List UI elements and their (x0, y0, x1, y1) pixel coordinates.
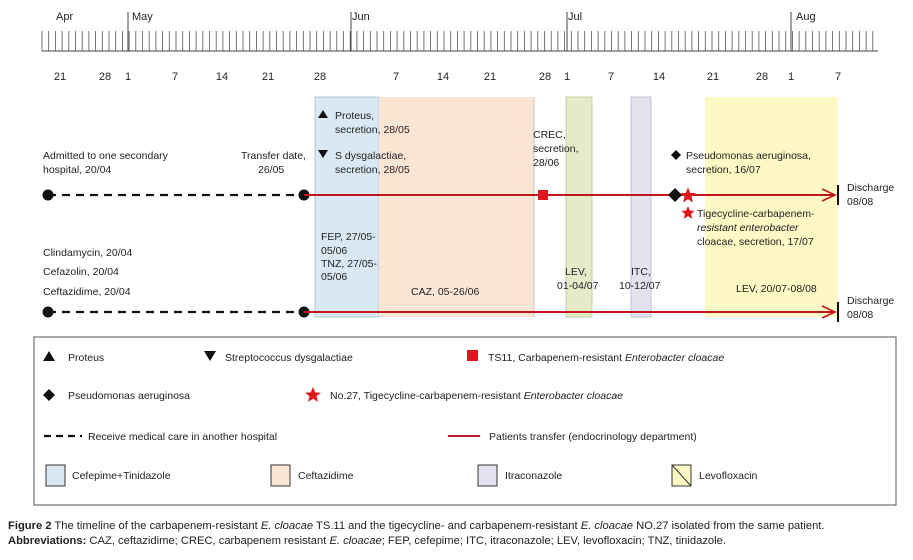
pseudomonas-marker (668, 188, 682, 202)
strep-legend-icon (204, 351, 216, 361)
day-label: 7 (171, 71, 179, 83)
day-label: 28 (538, 71, 552, 83)
drug-text: Cefazolin, 20/04 (43, 266, 119, 278)
lev-text: LEV, 20/07-08/08 (736, 283, 817, 295)
itc-text: 10-12/07 (619, 280, 661, 292)
legend-no27: No.27, Tigecycline-carbapenem-resistant Enterobacter cloacae (330, 390, 623, 402)
day-label: 28 (755, 71, 769, 83)
tigecycline-star-icon (681, 206, 694, 219)
month-label: Aug (796, 11, 816, 23)
legend-solid: Patients transfer (endocrinology department) (489, 431, 697, 443)
month-label: May (132, 11, 153, 23)
crec-text: secretion, (533, 143, 579, 155)
day-label: 21 (483, 71, 497, 83)
legend-proteus: Proteus (68, 352, 105, 364)
legend-strep: Streptococcus dysgalactiae (225, 352, 353, 364)
event-dot (43, 190, 54, 201)
day-label: 14 (215, 71, 229, 83)
pseudomonas-text: Pseudomonas aeruginosa, (686, 150, 811, 162)
month-label: Apr (56, 11, 74, 23)
event-dot (43, 307, 54, 318)
day-label: 28 (98, 71, 112, 83)
fep-text: 05/06 (321, 271, 348, 283)
lev-text: 01-04/07 (557, 280, 599, 292)
legend-itraconazole: Itraconazole (505, 470, 563, 482)
legend-cefepime: Cefepime+Tinidazole (72, 470, 171, 482)
day-label: 21 (261, 71, 275, 83)
proteus-text: Proteus, (335, 110, 375, 122)
itraconazole-swatch (478, 465, 497, 486)
legend-ceftazidime: Ceftazidime (298, 470, 354, 482)
discharge-text: Discharge (847, 295, 895, 307)
figure-caption (8, 519, 908, 549)
legend-pseudomonas: Pseudomonas aeruginosa (68, 390, 191, 402)
day-label: 21 (53, 71, 67, 83)
itc-text: ITC, (631, 266, 651, 278)
day-label: 28 (313, 71, 327, 83)
day-label: 1 (563, 71, 571, 83)
transfer-text: 26/05 (258, 164, 285, 176)
drug-text: Ceftazidime, 20/04 (43, 286, 131, 298)
discharge-text: 08/08 (847, 196, 874, 208)
month-label: Jul (568, 11, 583, 23)
pseudomonas-icon (671, 150, 681, 160)
pseudomonas-text: secretion, 16/07 (686, 164, 761, 176)
ceftazidime-swatch (271, 465, 290, 486)
legend-levofloxacin: Levofloxacin (699, 470, 758, 482)
proteus-legend-icon (43, 351, 55, 361)
cefepime-swatch (46, 465, 65, 486)
strep-text: S dysgalactiae, (335, 150, 407, 162)
fep-text: TNZ, 27/05- (321, 258, 378, 270)
day-label: 14 (436, 71, 450, 83)
tigecycline-text: resistant enterobacter (697, 222, 799, 234)
fep-text: FEP, 27/05- (321, 231, 376, 243)
day-label: 7 (392, 71, 400, 83)
day-label: 1 (124, 71, 132, 83)
month-label: Jun (352, 11, 370, 23)
day-label: 7 (607, 71, 615, 83)
strep-text: secretion, 28/05 (335, 164, 410, 176)
crec-text: 28/06 (533, 157, 560, 169)
day-label: 14 (652, 71, 666, 83)
legend-ts11: TS11, Carbapenem-resistant Enterobacter cloacae (488, 352, 725, 364)
pseudomonas-legend-icon (43, 389, 55, 401)
time-axis (42, 12, 878, 51)
caz-text: CAZ, 05-26/06 (411, 286, 480, 298)
star-legend-icon (305, 387, 321, 402)
day-label: 7 (834, 71, 842, 83)
day-label: 1 (787, 71, 795, 83)
caption-title: Figure 2 The timeline of the carbapenem-resistant E. cloacae TS.11 and the tigecycline- and carbapenem-resistant E. cloacae NO.27 isolated from the same patient. (8, 520, 825, 532)
caption-abbreviations: Abbreviations: CAZ, ceftazidime; CREC, carbapenem resistant E. cloacae; FEP, cefepime; ITC, itraconazole; LEV, levofloxacin; TNZ, tinidazole. (8, 535, 726, 547)
discharge-text: 08/08 (847, 309, 874, 321)
admitted-text: hospital, 20/04 (43, 164, 112, 176)
drug-text: Clindamycin, 20/04 (43, 247, 133, 259)
tigecycline-text: Tigecycline-carbapenem- (697, 208, 815, 220)
proteus-text: secretion, 28/05 (335, 124, 410, 136)
discharge-text: Discharge (847, 182, 895, 194)
tigecycline-text: cloacae, secretion, 17/07 (697, 236, 814, 248)
ts11-legend-icon (467, 350, 478, 361)
legend-dashed: Receive medical care in another hospital (88, 431, 278, 443)
tigecycline-star (680, 188, 696, 203)
day-label: 21 (706, 71, 720, 83)
crec-marker (538, 190, 548, 200)
fep-text: 05/06 (321, 245, 348, 257)
transfer-text: Transfer date, (241, 150, 306, 162)
admitted-text: Admitted to one secondary (43, 150, 168, 162)
crec-text: CREC, (533, 129, 566, 141)
lev-text: LEV, (565, 266, 587, 278)
